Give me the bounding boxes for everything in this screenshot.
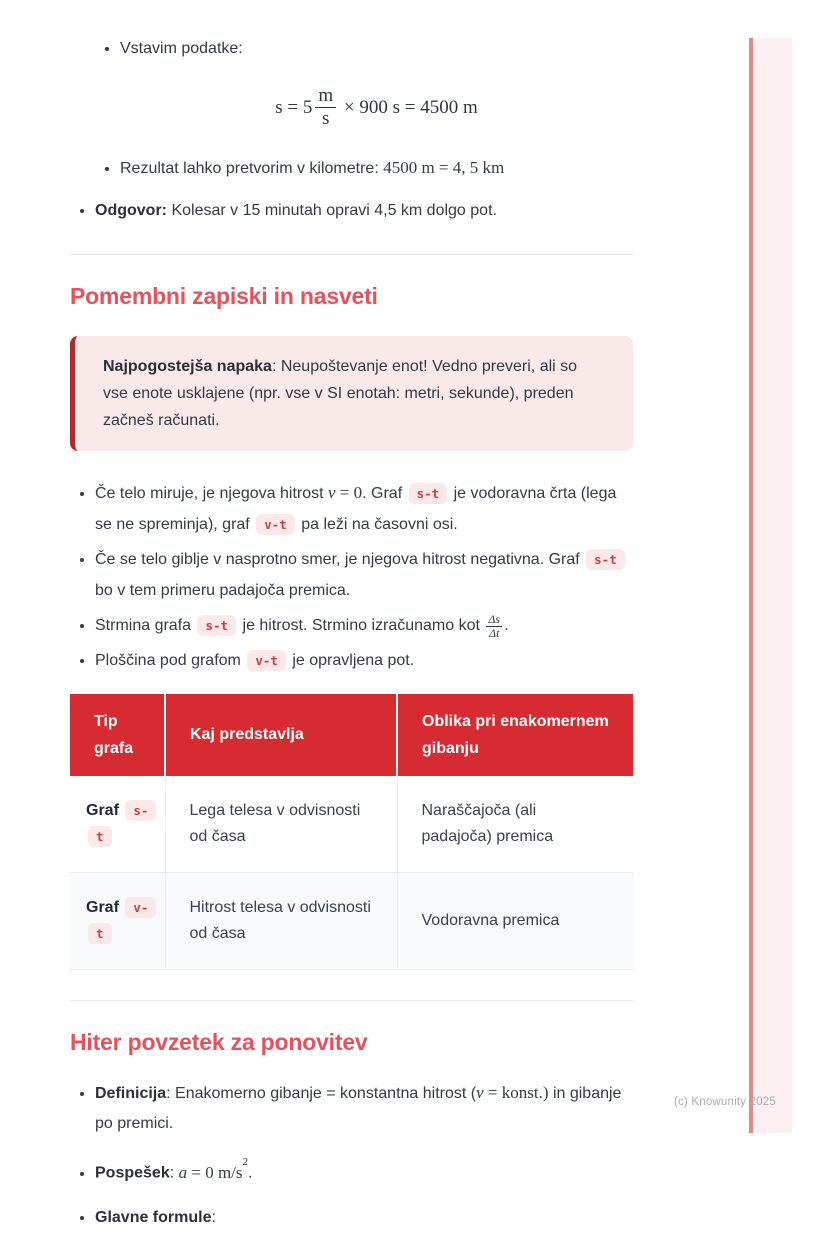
document-page <box>70 0 633 1247</box>
column-header: Kaj predstavlja <box>165 694 397 776</box>
answer-list <box>70 198 633 224</box>
math-variable: v <box>476 1082 484 1102</box>
notes-heading: Pomembni zapiski in nasveti <box>70 282 378 309</box>
math-run: = konst.) <box>483 1082 549 1102</box>
text-run: in gibanje po premici. <box>95 1084 622 1132</box>
math-run: = 0 m/s <box>187 1162 243 1182</box>
graph-code-tag: v-t <box>88 897 156 944</box>
text-run: : <box>169 1164 179 1182</box>
summary-heading: Hiter povzetek za ponovitev <box>70 1028 368 1055</box>
math-run: = 0 <box>335 482 363 502</box>
text-run: Če se telo giblje v nasprotno smer, je njegova hitrost negativna. Graf <box>95 550 585 568</box>
fraction-m-over-s <box>315 86 336 129</box>
answer-text: Kolesar v 15 minutah opravi 4,5 km dolgo pot. <box>167 201 497 219</box>
text-run: je opravljena pot. <box>287 651 415 669</box>
table-cell: Hitrost telesa v odvisnosti od časa <box>165 872 397 969</box>
list-item <box>95 645 633 676</box>
graph-comparison-table <box>70 694 633 970</box>
cell-label: Graf <box>86 898 119 916</box>
list-item <box>95 610 633 641</box>
math-variable: v <box>328 482 336 502</box>
graph-code-tag: s-t <box>409 483 448 504</box>
list-item <box>95 544 633 606</box>
definition-label: Definicija <box>95 1084 167 1102</box>
answer-label: Odgovor: <box>95 201 167 219</box>
section-divider <box>70 1000 633 1001</box>
fraction-numerator: m <box>315 86 336 108</box>
text-run: : Enakomerno gibanje = konstantna hitrost ( <box>166 1084 477 1102</box>
copyright-watermark: (c) Knowunity 2025 <box>673 1096 776 1108</box>
formula-variable: s <box>275 96 283 118</box>
text-run: Če telo miruje, je njegova hitrost <box>95 484 328 502</box>
insert-data-text: Vstavim podatke: <box>120 40 243 57</box>
graph-code-tag: s-t <box>586 549 625 570</box>
table-cell: Naraščajoča (ali padajoča) premica <box>397 776 633 873</box>
text-run: . <box>504 616 509 634</box>
notes-list <box>70 477 633 676</box>
summary-list <box>70 1078 633 1233</box>
text-run: je hitrost. Strmino izračunamo kot <box>238 616 485 634</box>
graph-code-tag: s-t <box>197 615 236 636</box>
text-run: . Graf <box>362 484 407 502</box>
formulas-label: Glavne formule <box>95 1208 212 1226</box>
warning-callout <box>70 336 633 451</box>
table-cell <box>70 776 165 873</box>
callout-bold: Najpogostejša napaka <box>103 357 272 375</box>
table-header-row <box>70 694 633 776</box>
table-row <box>70 872 633 969</box>
section-divider <box>70 254 633 255</box>
formula-rest: × 900 s = 4500 m <box>339 96 478 118</box>
table-cell <box>70 872 165 969</box>
table-cell: Lega telesa v odvisnosti od časa <box>165 776 397 873</box>
delta-fraction <box>486 613 502 640</box>
text-run: bo v tem primeru padajoča premica. <box>95 581 351 599</box>
math-variable: a <box>178 1162 188 1182</box>
text-run: Ploščina pod grafom <box>95 651 246 669</box>
list-item <box>95 198 633 224</box>
list-item <box>120 36 633 62</box>
cell-label: Graf <box>86 801 119 819</box>
convert-math: 4500 m = 4, 5 km <box>383 157 505 177</box>
distance-formula <box>120 86 633 129</box>
acceleration-label: Pospešek <box>95 1164 170 1182</box>
text-run: Strmina grafa <box>95 616 196 634</box>
text-run: pa leži na časovni osi. <box>296 515 458 533</box>
solution-sub-list-2 <box>70 155 633 182</box>
solution-sub-list <box>70 36 633 62</box>
fraction-numerator: Δs <box>488 611 501 626</box>
convert-text: Rezultat lahko pretvorim v kilometre: <box>120 159 384 177</box>
column-header: Tip grafa <box>70 694 165 776</box>
list-item <box>120 155 633 182</box>
page-edge-stripe <box>749 38 792 1133</box>
graph-code-tag: v-t <box>247 650 286 671</box>
callout-text: : Neupoštevanje enot! Vedno preveri, ali so vse enote usklajene (npr. vse v SI enotah: metri, sekunde), preden začneš računati. <box>103 357 578 429</box>
table-cell: Vodoravna premica <box>397 872 633 969</box>
text-run: je vodoravna črta (lega se ne spreminja), graf <box>95 484 617 533</box>
graph-code-tag: s-t <box>88 800 156 847</box>
superscript: 2 <box>242 1155 249 1168</box>
graph-code-tag: v-t <box>256 514 295 535</box>
formula-mid: = 5 <box>282 96 313 118</box>
text-run: . <box>248 1164 253 1182</box>
text-run: : <box>211 1208 216 1226</box>
column-header: Oblika pri enakomernem gibanju <box>397 694 633 776</box>
fraction-denominator: s <box>322 107 330 129</box>
list-item <box>95 1078 633 1139</box>
table-row <box>70 776 633 873</box>
list-item <box>95 1203 633 1233</box>
list-item <box>95 477 633 540</box>
fraction-denominator: Δt <box>489 625 500 640</box>
